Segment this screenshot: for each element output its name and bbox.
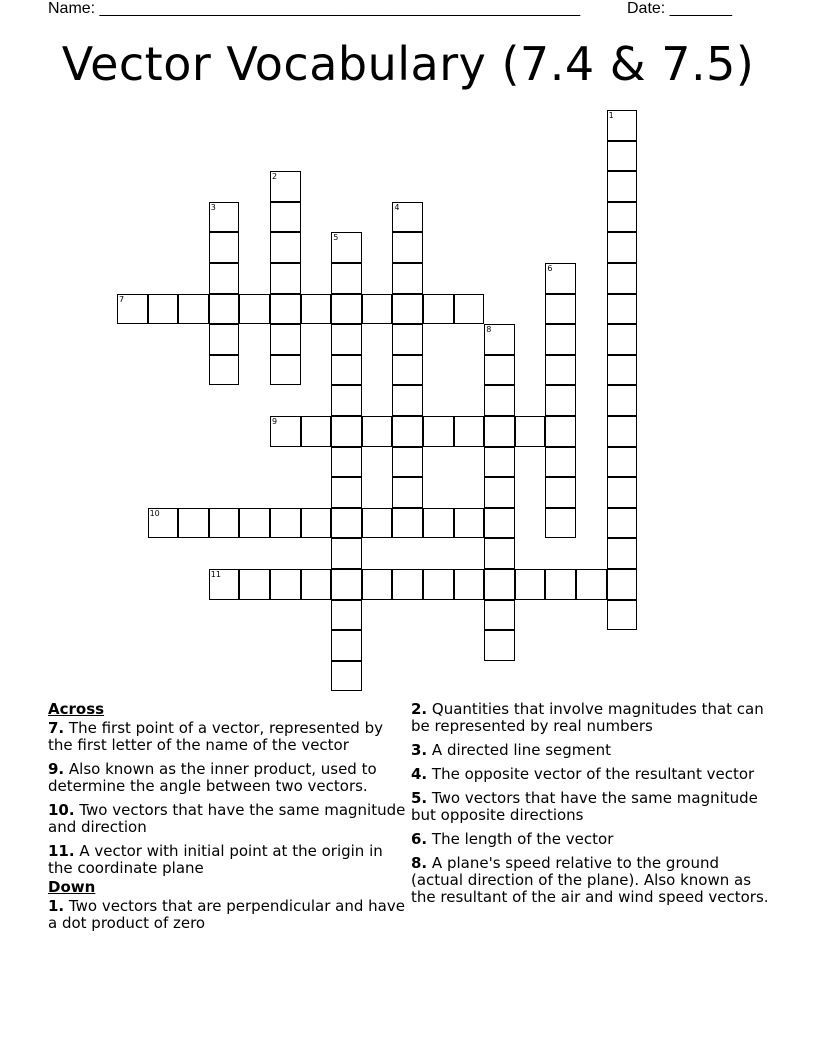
crossword-cell[interactable] — [209, 232, 240, 263]
crossword-cell[interactable] — [270, 232, 301, 263]
clue-text: The length of the vector — [431, 830, 614, 848]
crossword-cell[interactable] — [148, 294, 179, 325]
crossword-cell[interactable] — [270, 508, 301, 539]
crossword-cell[interactable] — [239, 569, 270, 600]
cell-number: 9 — [272, 417, 278, 426]
clues-left-column — [48, 701, 408, 939]
crossword-cell[interactable] — [331, 447, 362, 478]
down-heading: Down — [48, 878, 96, 896]
crossword-cell[interactable] — [331, 355, 362, 386]
crossword-cell[interactable] — [362, 416, 393, 447]
crossword-cell[interactable] — [301, 569, 332, 600]
crossword-cell[interactable] — [484, 324, 515, 355]
crossword-cell[interactable] — [270, 569, 301, 600]
crossword-cell[interactable] — [392, 324, 423, 355]
crossword-cell[interactable] — [515, 569, 546, 600]
crossword-cell[interactable] — [454, 569, 485, 600]
clue-across-10 — [48, 802, 408, 836]
clue-text: A plane's speed relative to the ground (actual direction of the plane). Also known as the resultant of the air and wind speed vectors. — [411, 854, 769, 906]
crossword-cell[interactable] — [392, 263, 423, 294]
crossword-cell[interactable] — [545, 385, 576, 416]
crossword-cell[interactable] — [331, 508, 362, 539]
crossword-cell[interactable] — [331, 661, 362, 692]
clue-text: A directed line segment — [431, 741, 611, 759]
clue-text: Quantities that involve magnitudes that can be represented by real numbers — [411, 700, 764, 735]
crossword-cell[interactable] — [607, 508, 638, 539]
cell-number: 5 — [333, 233, 339, 243]
clue-number: 9. — [48, 760, 65, 778]
crossword-cell[interactable] — [607, 569, 638, 600]
clue-text: Two vectors that have the same magnitude and direction — [48, 801, 406, 836]
crossword-cell[interactable] — [607, 538, 638, 569]
clue-down-8 — [411, 855, 771, 906]
clue-number: 6. — [411, 830, 428, 848]
crossword-cell[interactable] — [301, 294, 332, 325]
crossword-cell[interactable] — [270, 416, 301, 447]
crossword-cell[interactable] — [392, 355, 423, 386]
crossword-cell[interactable] — [209, 508, 240, 539]
cell-number: 4 — [394, 202, 400, 212]
crossword-cell[interactable] — [423, 569, 454, 600]
crossword-cell[interactable] — [209, 355, 240, 386]
crossword-cell[interactable] — [331, 538, 362, 569]
crossword-cell[interactable] — [239, 508, 270, 539]
clue-number: 8. — [411, 854, 428, 872]
crossword-cell[interactable] — [484, 600, 515, 631]
crossword-cell[interactable] — [607, 110, 638, 141]
page-title: Vector Vocabulary (7.4 & 7.5) — [61, 37, 755, 91]
crossword-cell[interactable] — [484, 508, 515, 539]
crossword-cell[interactable] — [607, 600, 638, 631]
clue-number: 2. — [411, 700, 428, 718]
crossword-cell[interactable] — [178, 508, 209, 539]
crossword-cell[interactable] — [362, 569, 393, 600]
clues-right-column — [411, 701, 771, 913]
clue-number: 7. — [48, 719, 65, 737]
crossword-cell[interactable] — [607, 416, 638, 447]
crossword-cell[interactable] — [362, 508, 393, 539]
clue-across-7 — [48, 720, 408, 754]
crossword-cell[interactable] — [301, 416, 332, 447]
crossword-cell[interactable] — [362, 294, 393, 325]
cell-number: 7 — [119, 294, 125, 304]
crossword-cell[interactable] — [454, 508, 485, 539]
crossword-cell[interactable] — [545, 569, 576, 600]
clue-down-4 — [411, 766, 771, 783]
cell-number: 11 — [210, 570, 221, 579]
cell-number: 2 — [272, 172, 278, 182]
clue-text: The opposite vector of the resultant vector — [431, 765, 755, 783]
crossword-cell[interactable] — [209, 569, 240, 600]
clue-across-11 — [48, 843, 408, 877]
clue-number: 4. — [411, 765, 428, 783]
crossword-cell[interactable] — [331, 630, 362, 661]
crossword-cell[interactable] — [239, 294, 270, 325]
crossword-cell[interactable] — [392, 294, 423, 325]
crossword-cell[interactable] — [301, 508, 332, 539]
crossword-cell[interactable] — [392, 477, 423, 508]
clue-down-6 — [411, 831, 771, 848]
crossword-cell[interactable] — [484, 447, 515, 478]
crossword-cell[interactable] — [270, 324, 301, 355]
crossword-cell[interactable] — [484, 385, 515, 416]
crossword-cell[interactable] — [607, 477, 638, 508]
clue-text: Two vectors that have the same magnitude but opposite directions — [411, 789, 758, 824]
clue-text: A vector with initial point at the origin in the coordinate plane — [48, 842, 383, 877]
clue-number: 3. — [411, 741, 428, 759]
crossword-cell[interactable] — [270, 263, 301, 294]
clue-text: Two vectors that are perpendicular and have a dot product of zero — [48, 897, 405, 932]
crossword-cell[interactable] — [545, 477, 576, 508]
crossword-cell[interactable] — [423, 294, 454, 325]
name-field-label: Name: ______________________________________________________ — [48, 0, 581, 17]
crossword-cell[interactable] — [423, 416, 454, 447]
crossword-cell[interactable] — [454, 416, 485, 447]
clue-number: 5. — [411, 789, 428, 807]
crossword-cell[interactable] — [331, 416, 362, 447]
clue-text: Also known as the inner product, used to determine the angle between two vectors. — [48, 760, 377, 795]
crossword-cell[interactable] — [545, 447, 576, 478]
crossword-cell[interactable] — [607, 232, 638, 263]
crossword-cell[interactable] — [117, 294, 148, 325]
clue-across-9 — [48, 761, 408, 795]
crossword-cell[interactable] — [270, 294, 301, 325]
cell-number: 8 — [486, 325, 492, 335]
clue-text: The first point of a vector, represented by the first letter of the name of the vector — [48, 719, 383, 754]
crossword-cell[interactable] — [331, 232, 362, 263]
crossword-cell[interactable] — [484, 477, 515, 508]
crossword-cell[interactable] — [331, 600, 362, 631]
crossword-cell[interactable] — [607, 355, 638, 386]
crossword-cell[interactable] — [392, 385, 423, 416]
crossword-cell[interactable] — [270, 202, 301, 233]
across-heading: Across — [48, 700, 105, 718]
crossword-cell[interactable] — [209, 202, 240, 233]
crossword-cell[interactable] — [607, 447, 638, 478]
crossword-cell[interactable] — [607, 171, 638, 202]
crossword-cell[interactable] — [515, 416, 546, 447]
crossword-cell[interactable] — [423, 508, 454, 539]
crossword-cell[interactable] — [392, 447, 423, 478]
crossword-cell[interactable] — [545, 508, 576, 539]
crossword-cell[interactable] — [331, 569, 362, 600]
crossword-cell[interactable] — [331, 477, 362, 508]
crossword-cell[interactable] — [545, 324, 576, 355]
crossword-cell[interactable] — [576, 569, 607, 600]
crossword-cell[interactable] — [331, 324, 362, 355]
date-field-label: Date: _______ — [627, 0, 732, 17]
clue-down-2 — [411, 701, 771, 735]
clue-down-5 — [411, 790, 771, 824]
crossword-cell[interactable] — [484, 538, 515, 569]
clue-number: 1. — [48, 897, 65, 915]
crossword-cell[interactable] — [392, 232, 423, 263]
crossword-cell[interactable] — [331, 263, 362, 294]
crossword-cell[interactable] — [454, 294, 485, 325]
crossword-cell[interactable] — [209, 324, 240, 355]
crossword-cell[interactable] — [607, 263, 638, 294]
clue-number: 11. — [48, 842, 75, 860]
crossword-cell[interactable] — [209, 294, 240, 325]
crossword-cell[interactable] — [209, 263, 240, 294]
crossword-cell[interactable] — [270, 355, 301, 386]
crossword-cell[interactable] — [545, 416, 576, 447]
crossword-cell[interactable] — [178, 294, 209, 325]
crossword-cell[interactable] — [607, 385, 638, 416]
crossword-cell[interactable] — [545, 294, 576, 325]
crossword-cell[interactable] — [392, 569, 423, 600]
crossword-cell[interactable] — [607, 141, 638, 172]
crossword-cell[interactable] — [484, 569, 515, 600]
crossword-cell[interactable] — [484, 416, 515, 447]
cell-number: 3 — [210, 202, 216, 212]
clue-down-3 — [411, 742, 771, 759]
crossword-cell[interactable] — [270, 171, 301, 202]
crossword-cell[interactable] — [148, 508, 179, 539]
crossword-cell[interactable] — [331, 294, 362, 325]
crossword-cell[interactable] — [607, 324, 638, 355]
cell-number: 6 — [547, 264, 553, 273]
crossword-cell[interactable] — [392, 508, 423, 539]
crossword-cell[interactable] — [545, 263, 576, 294]
cell-number: 1 — [608, 111, 614, 120]
crossword-cell[interactable] — [331, 385, 362, 416]
crossword-cell[interactable] — [484, 355, 515, 386]
crossword-cell[interactable] — [607, 202, 638, 233]
crossword-cell[interactable] — [392, 202, 423, 233]
crossword-cell[interactable] — [392, 416, 423, 447]
crossword-cell[interactable] — [484, 630, 515, 661]
cell-number: 10 — [149, 508, 160, 518]
clue-number: 10. — [48, 801, 75, 819]
crossword-cell[interactable] — [607, 294, 638, 325]
crossword-cell[interactable] — [545, 355, 576, 386]
clue-down-1 — [48, 898, 408, 932]
